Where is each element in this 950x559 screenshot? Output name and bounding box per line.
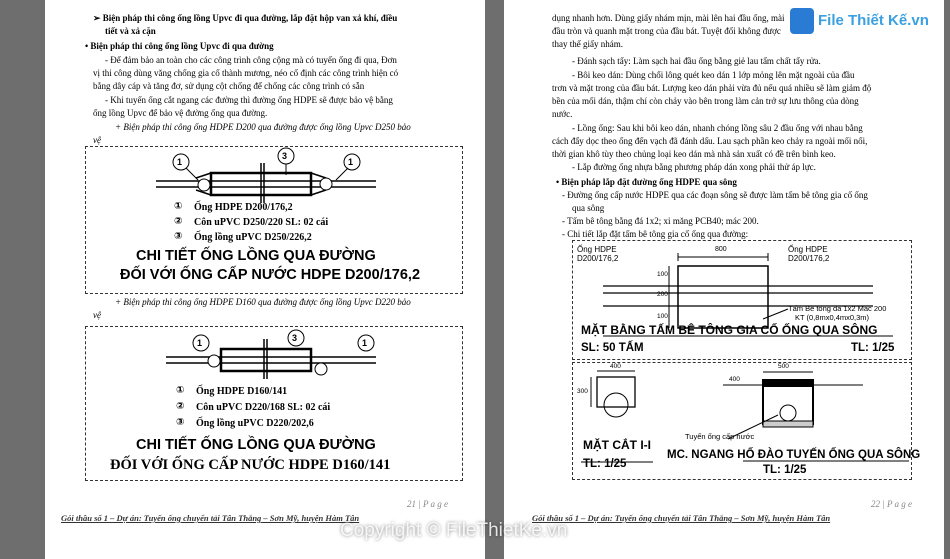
- legend-item-2: Côn uPVC D220/168 SL: 02 cái: [196, 402, 331, 413]
- figure-title-line1: CHI TIẾT ỐNG LỒNG QUA ĐƯỜNG: [136, 248, 376, 264]
- left-page: [45, 0, 485, 559]
- trench-dim-top: 500: [778, 363, 789, 370]
- watermark-logo: [790, 6, 929, 38]
- paragraph-line: vệ: [93, 310, 101, 320]
- legend-item-3: Ống lồng uPVC D250/226,2: [194, 232, 312, 243]
- paragraph-line: trơn và mặt trong của đầu bát. Lượng keo dán phải vừa đủ nếu quá nhiều sẽ làm giảm độ: [552, 83, 872, 93]
- page-number: 22 | P a g e: [871, 499, 913, 509]
- logo-icon: [790, 8, 814, 34]
- paragraph-line: + Biện pháp thi công ống HDPE D160 qua đường được ống lồng Upvc D220 bảo: [115, 297, 411, 307]
- plan-pipe-left: Ống HDPE: [577, 245, 617, 254]
- paragraph-line: vệ: [93, 135, 101, 145]
- paragraph-line: bằng dây cáp và tăng đơ, sử dụng cột chống để chống các công trình có sẵn: [93, 81, 365, 91]
- section-scale: TL: 1/25: [583, 458, 627, 470]
- paragraph-line: - Khi tuyến ống cắt ngang các đường thì đường ống HDPE sẽ được bảo vệ bằng: [105, 95, 393, 105]
- paragraph-line: đầu tròn và quanh mặt trong của đầu bát. Tuyệt đối không được: [552, 26, 781, 36]
- legend-marker-1: ①: [176, 385, 185, 396]
- copyright-watermark: Copyright © FileThietKe.vn: [340, 520, 568, 541]
- plan-scale: TL: 1/25: [851, 342, 895, 354]
- heading-upvc-section: ➢ Biện pháp thi công ống lồng Upvc đi qua đường, lắp đặt hộp van xả khí, điều: [93, 13, 398, 23]
- figure-title-line2: ĐỐI VỚI ỐNG CẤP NƯỚC HDPE D200/176,2: [120, 267, 421, 283]
- paragraph-line: vị thi công dùng văng chống gia cố thành mương, néo cố định các công trình hiện có: [93, 68, 399, 78]
- paragraph-line: nước.: [552, 109, 573, 119]
- trench-pipe-note: Tuyến ống cấp nước: [685, 432, 755, 441]
- paragraph-line: qua sông: [572, 203, 605, 213]
- plan-title: MẶT BẰNG TẤM BÊ TÔNG GIA CỐ ỐNG QUA SÔNG: [581, 323, 878, 337]
- paragraph-line: cách đẩy dọc theo ống đến vạch đã đánh dấu. Lau sạch phần keo chảy ra ngoài mối nối,: [552, 136, 868, 146]
- legend-marker-1: ①: [174, 201, 183, 212]
- paragraph-line: ống lồng Upvc để bảo vệ đường ống qua đường.: [93, 108, 268, 118]
- figure-d160-box: [85, 326, 463, 481]
- logo-text: File Thiết Kế.vn: [818, 12, 929, 29]
- legend-marker-2: ②: [176, 401, 185, 412]
- section-dim-h: 300: [577, 388, 588, 395]
- right-page: [504, 0, 944, 559]
- plan-pipe-left-size: D200/176,2: [577, 254, 619, 263]
- paragraph-line: - Để đảm bảo an toàn cho các công trình công cộng mà có tuyến ống đi qua, Đơn: [105, 55, 397, 65]
- subheading-upvc: • Biện pháp thi công ống lồng Upvc đi qua đường: [85, 41, 274, 51]
- legend-item-2: Côn uPVC D250/220 SL: 02 cái: [194, 217, 329, 228]
- page-footer: Gói thầu số 1 – Dự án: Tuyến ống chuyển tải Tân Thắng – Sơn Mỹ, huyện Hàm Tân: [532, 513, 831, 523]
- trench-dim-a: 400: [729, 376, 740, 383]
- section-dim-w: 400: [610, 363, 621, 370]
- plan-pipe-right-size: D200/176,2: [788, 254, 830, 263]
- plan-dim-a: 100: [657, 271, 668, 278]
- callout-1: 1: [177, 157, 183, 167]
- paragraph-line: - Tấm bê tông bằng đá 1x2; xi măng PCB40; mác 200.: [562, 216, 759, 226]
- paragraph-line: + Biện pháp thi công ống HDPE D200 qua đường được ống lồng Upvc D250 bảo: [115, 122, 411, 132]
- paragraph-line: - Đường ống cấp nước HDPE qua các đoạn sông sẽ được làm tấm bê tông gia cố ống: [562, 190, 868, 200]
- plan-slab-size: KT (0,8mx0,4mx0,3m): [795, 313, 870, 322]
- paragraph-line: - Lồng ống: Sau khi bôi keo dán, nhanh chóng lồng sâu 2 đầu ống với nhau bằng: [572, 123, 863, 133]
- figure-plan-box: [572, 240, 912, 360]
- paragraph-line: - Chi tiết lắp đặt tấm bê tông gia cố ống qua đường:: [562, 229, 749, 239]
- section-title: MẶT CẮT I-I: [583, 438, 651, 452]
- callout-1: 1: [362, 338, 368, 348]
- plan-dim-c: 100: [657, 313, 668, 320]
- paragraph-line: thay thế giấy nhám.: [552, 39, 623, 49]
- paragraph-line: dụng nhanh hơn. Dùng giấy nhám mịn, mài lên hai đầu ống, mài: [552, 13, 785, 23]
- legend-marker-3: ③: [174, 231, 183, 242]
- figure-d200-box: [85, 146, 463, 294]
- page-footer: Gói thầu số 1 – Dự án: Tuyến ống chuyển tải Tân Thắng – Sơn Mỹ, huyện Hàm Tân: [61, 513, 360, 523]
- trench-scale: TL: 1/25: [763, 464, 807, 476]
- legend-item-1: Ống HDPE D160/141: [196, 386, 288, 397]
- callout-3: 3: [292, 333, 298, 343]
- figure-title-line2: ĐỐI VỚI ỐNG CẤP NƯỚC HDPE D160/141: [110, 457, 391, 473]
- figure-title-line1: CHI TIẾT ỐNG LỒNG QUA ĐƯỜNG: [136, 437, 376, 453]
- paragraph-line: bền của mối dán, thậm chí còn chảy vào bên trong làm cản trở sự lưu thông của dòng: [552, 96, 859, 106]
- plan-pipe-right: Ống HDPE: [788, 245, 828, 254]
- paragraph-line: thời gian khô tùy theo chủng loại keo dán mà nhà sản xuất có đề trên bình keo.: [552, 149, 836, 159]
- plan-quantity: SL: 50 TẤM: [581, 342, 644, 354]
- subheading-river: • Biện pháp lắp đặt đường ống HDPE qua sông: [556, 177, 737, 187]
- callout-1: 1: [197, 338, 203, 348]
- legend-item-1: Ống HDPE D200/176,2: [194, 202, 293, 213]
- plan-dim-top: 800: [715, 246, 727, 253]
- plan-dim-b: 200: [657, 291, 668, 298]
- page-number: 21 | P a g e: [407, 499, 449, 509]
- paragraph-line: - Đánh sạch tẩy: Làm sạch hai đầu ống bằng giẻ lau tẩm chất tẩy rửa.: [572, 56, 821, 66]
- paragraph-line: - Lắp đường ống nhựa bằng phương pháp dán xong phải thử áp lực.: [572, 162, 816, 172]
- callout-3: 3: [282, 151, 288, 161]
- heading-upvc-section-cont: tiết và xả cặn: [105, 26, 156, 36]
- figure-section-box: [572, 362, 921, 480]
- legend-marker-3: ③: [176, 417, 185, 428]
- legend-item-3: Ống lồng uPVC D220/202,6: [196, 418, 314, 429]
- paragraph-line: - Bôi keo dán: Dùng chổi lông quét keo dán 1 lớp mỏng lên mặt ngoài của đầu: [572, 70, 855, 80]
- legend-marker-2: ②: [174, 216, 183, 227]
- callout-1: 1: [348, 157, 354, 167]
- trench-title: MC. NGANG HỐ ĐÀO TUYẾN ỐNG QUA SÔNG: [667, 449, 921, 461]
- plan-slab-note: Tấm Bê tông đá 1x2 Mac 200: [788, 304, 887, 313]
